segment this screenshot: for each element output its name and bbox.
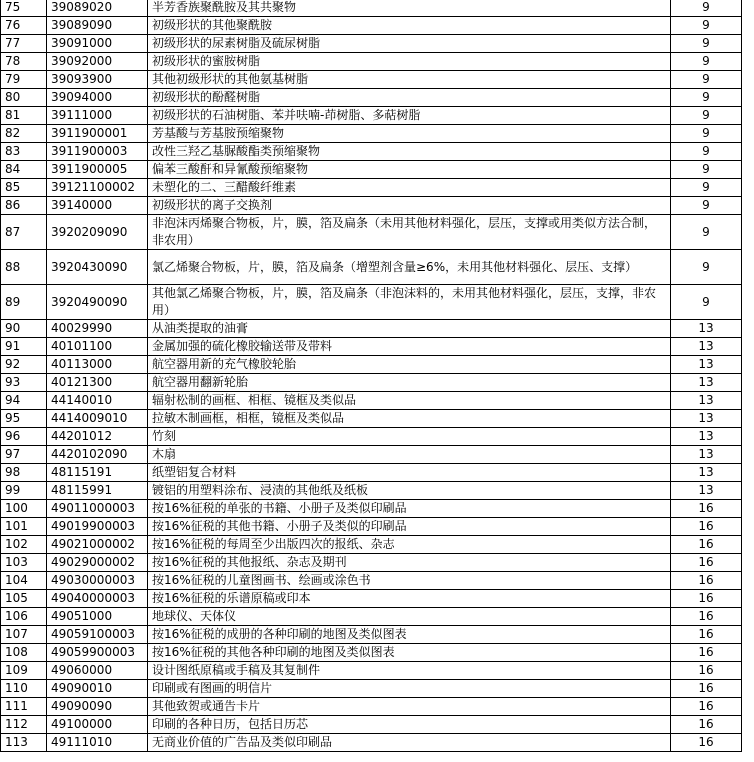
table-row — [1, 500, 742, 518]
row-number-cell: 107 — [1, 626, 47, 644]
code-cell: 3911900003 — [47, 143, 148, 161]
code-cell: 39091000 — [47, 35, 148, 53]
row-number-cell: 79 — [1, 71, 47, 89]
rate-cell: 16 — [671, 572, 742, 590]
code-cell: 49060000 — [47, 662, 148, 680]
name-cell: 未塑化的二、三醋酸纤维素 — [148, 179, 671, 197]
name-cell: 竹刻 — [148, 428, 671, 446]
table-row — [1, 626, 742, 644]
rate-cell: 16 — [671, 500, 742, 518]
row-number-cell: 76 — [1, 17, 47, 35]
rate-cell: 9 — [671, 179, 742, 197]
row-number-cell: 108 — [1, 644, 47, 662]
row-number-cell: 95 — [1, 410, 47, 428]
rate-cell: 16 — [671, 734, 742, 752]
code-cell: 4414009010 — [47, 410, 148, 428]
table-row — [1, 680, 742, 698]
row-number-cell: 82 — [1, 125, 47, 143]
table-row — [1, 482, 742, 500]
code-cell: 49111010 — [47, 734, 148, 752]
name-cell: 按16%征税的单张的书籍、小册子及类似印刷品 — [148, 500, 671, 518]
rate-cell: 16 — [671, 608, 742, 626]
rate-cell: 9 — [671, 17, 742, 35]
code-cell: 49090090 — [47, 698, 148, 716]
code-cell: 49040000003 — [47, 590, 148, 608]
name-cell: 印刷或有图画的明信片 — [148, 680, 671, 698]
table-row — [1, 320, 742, 338]
row-number-cell: 98 — [1, 464, 47, 482]
name-cell: 木扇 — [148, 446, 671, 464]
code-cell: 44201012 — [47, 428, 148, 446]
code-cell: 40121300 — [47, 374, 148, 392]
code-cell: 49030000003 — [47, 572, 148, 590]
name-cell: 初级形状的尿素树脂及硫尿树脂 — [148, 35, 671, 53]
rate-cell: 13 — [671, 320, 742, 338]
code-cell: 48115191 — [47, 464, 148, 482]
table-row — [1, 89, 742, 107]
row-number-cell: 83 — [1, 143, 47, 161]
name-cell: 无商业价值的广告品及类似印刷品 — [148, 734, 671, 752]
row-number-cell: 103 — [1, 554, 47, 572]
rate-cell: 9 — [671, 89, 742, 107]
name-cell: 按16%征税的其他书籍、小册子及类似的印刷品 — [148, 518, 671, 536]
row-number-cell: 93 — [1, 374, 47, 392]
rate-cell: 9 — [671, 0, 742, 17]
row-number-cell: 100 — [1, 500, 47, 518]
table-row — [1, 572, 742, 590]
row-number-cell: 81 — [1, 107, 47, 125]
row-number-cell: 109 — [1, 662, 47, 680]
rate-cell: 13 — [671, 464, 742, 482]
rate-cell: 9 — [671, 107, 742, 125]
rate-cell: 9 — [671, 53, 742, 71]
table-row — [1, 35, 742, 53]
row-number-cell: 96 — [1, 428, 47, 446]
row-number-cell: 113 — [1, 734, 47, 752]
name-cell: 按16%征税的乐谱原稿或印本 — [148, 590, 671, 608]
row-number-cell: 77 — [1, 35, 47, 53]
rate-cell: 13 — [671, 446, 742, 464]
table-row — [1, 71, 742, 89]
rate-cell: 16 — [671, 662, 742, 680]
rate-cell: 13 — [671, 338, 742, 356]
name-cell: 镀铝的用塑料涂布、浸渍的其他纸及纸板 — [148, 482, 671, 500]
table-row — [1, 53, 742, 71]
row-number-cell: 90 — [1, 320, 47, 338]
table-row — [1, 716, 742, 734]
table-row — [1, 250, 742, 285]
code-cell: 39094000 — [47, 89, 148, 107]
name-cell: 初级形状的酚醛树脂 — [148, 89, 671, 107]
row-number-cell: 84 — [1, 161, 47, 179]
name-cell: 航空器用翻新轮胎 — [148, 374, 671, 392]
rate-cell: 16 — [671, 716, 742, 734]
rate-cell: 9 — [671, 197, 742, 215]
table-row — [1, 662, 742, 680]
rate-cell: 9 — [671, 125, 742, 143]
code-cell: 39093900 — [47, 71, 148, 89]
table-row — [1, 285, 742, 320]
code-cell: 44140010 — [47, 392, 148, 410]
code-cell: 49051000 — [47, 608, 148, 626]
row-number-cell: 110 — [1, 680, 47, 698]
code-cell: 39089090 — [47, 17, 148, 35]
name-cell: 初级形状的其他聚酰胺 — [148, 17, 671, 35]
rate-cell: 13 — [671, 374, 742, 392]
row-number-cell: 102 — [1, 536, 47, 554]
code-cell: 49090010 — [47, 680, 148, 698]
table-row — [1, 17, 742, 35]
name-cell: 芳基酸与芳基胺预缩聚物 — [148, 125, 671, 143]
code-cell: 3920490090 — [47, 285, 148, 320]
name-cell: 半芳香族聚酰胺及其共聚物 — [148, 0, 671, 17]
rate-cell: 16 — [671, 680, 742, 698]
rate-cell: 16 — [671, 698, 742, 716]
table-row — [1, 374, 742, 392]
table-row — [1, 0, 742, 17]
table-row — [1, 734, 742, 752]
rate-cell: 16 — [671, 626, 742, 644]
code-cell: 3911900005 — [47, 161, 148, 179]
code-cell: 49059100003 — [47, 626, 148, 644]
table-row — [1, 125, 742, 143]
row-number-cell: 89 — [1, 285, 47, 320]
row-number-cell: 111 — [1, 698, 47, 716]
row-number-cell: 99 — [1, 482, 47, 500]
code-cell: 39089020 — [47, 0, 148, 17]
code-cell: 39092000 — [47, 53, 148, 71]
rate-cell: 9 — [671, 215, 742, 250]
table-row — [1, 215, 742, 250]
table-row — [1, 554, 742, 572]
name-cell: 改性三羟乙基脲酸酯类预缩聚物 — [148, 143, 671, 161]
row-number-cell: 75 — [1, 0, 47, 17]
rate-cell: 16 — [671, 644, 742, 662]
table-row — [1, 608, 742, 626]
name-cell: 初级形状的石油树脂、苯并呋喃-茚树脂、多萜树脂 — [148, 107, 671, 125]
name-cell: 其他初级形状的其他氨基树脂 — [148, 71, 671, 89]
name-cell: 设计图纸原稿或手稿及其复制件 — [148, 662, 671, 680]
rate-cell: 16 — [671, 536, 742, 554]
rate-cell: 16 — [671, 554, 742, 572]
code-cell: 39140000 — [47, 197, 148, 215]
code-cell: 40029990 — [47, 320, 148, 338]
name-cell: 按16%征税的每周至少出版四次的报纸、杂志 — [148, 536, 671, 554]
table-row — [1, 356, 742, 374]
rate-cell: 13 — [671, 410, 742, 428]
table-row — [1, 392, 742, 410]
row-number-cell: 85 — [1, 179, 47, 197]
name-cell: 偏苯三酸酐和异氰酸预缩聚物 — [148, 161, 671, 179]
name-cell: 印刷的各种日历，包括日历芯 — [148, 716, 671, 734]
name-cell: 其他致贺或通告卡片 — [148, 698, 671, 716]
table-row — [1, 410, 742, 428]
rate-cell: 9 — [671, 250, 742, 285]
code-cell: 39121100002 — [47, 179, 148, 197]
row-number-cell: 78 — [1, 53, 47, 71]
table-row — [1, 107, 742, 125]
name-cell: 地球仪、天体仪 — [148, 608, 671, 626]
table-row — [1, 161, 742, 179]
code-cell: 4420102090 — [47, 446, 148, 464]
name-cell: 非泡沫丙烯聚合物板，片，膜，箔及扁条（未用其他材料强化，层压，支撑或用类似方法合制，非农用） — [148, 215, 671, 250]
code-cell: 49021000002 — [47, 536, 148, 554]
code-cell: 48115991 — [47, 482, 148, 500]
name-cell: 氯乙烯聚合物板，片，膜，箔及扁条（增塑剂含量≥6%，未用其他材料强化、层压、支撑） — [148, 250, 671, 285]
rate-cell: 16 — [671, 518, 742, 536]
code-cell: 49059900003 — [47, 644, 148, 662]
rate-cell: 13 — [671, 428, 742, 446]
table-row — [1, 698, 742, 716]
code-cell: 49100000 — [47, 716, 148, 734]
row-number-cell: 101 — [1, 518, 47, 536]
name-cell: 按16%征税的其他报纸、杂志及期刊 — [148, 554, 671, 572]
table-row — [1, 536, 742, 554]
row-number-cell: 105 — [1, 590, 47, 608]
row-number-cell: 92 — [1, 356, 47, 374]
name-cell: 纸塑铝复合材料 — [148, 464, 671, 482]
row-number-cell: 94 — [1, 392, 47, 410]
code-cell: 40113000 — [47, 356, 148, 374]
rate-cell: 9 — [671, 143, 742, 161]
name-cell: 其他氯乙烯聚合物板，片，膜，箔及扁条（非泡沫料的，未用其他材料强化，层压，支撑，非农用） — [148, 285, 671, 320]
name-cell: 拉敏木制画框，相框，镜框及类似品 — [148, 410, 671, 428]
code-cell: 39111000 — [47, 107, 148, 125]
code-cell: 3920209090 — [47, 215, 148, 250]
code-cell: 49029000002 — [47, 554, 148, 572]
rate-cell: 13 — [671, 392, 742, 410]
name-cell: 从油类提取的油膏 — [148, 320, 671, 338]
row-number-cell: 104 — [1, 572, 47, 590]
name-cell: 按16%征税的成册的各种印刷的地图及类似图表 — [148, 626, 671, 644]
table-row — [1, 197, 742, 215]
code-cell: 49011000003 — [47, 500, 148, 518]
name-cell: 按16%征税的儿童图画书、绘画或涂色书 — [148, 572, 671, 590]
code-cell: 3911900001 — [47, 125, 148, 143]
rate-cell: 9 — [671, 35, 742, 53]
rate-cell: 13 — [671, 482, 742, 500]
row-number-cell: 106 — [1, 608, 47, 626]
name-cell: 航空器用新的充气橡胶轮胎 — [148, 356, 671, 374]
table-row — [1, 143, 742, 161]
rate-cell: 9 — [671, 161, 742, 179]
table-row — [1, 446, 742, 464]
table-row — [1, 338, 742, 356]
row-number-cell: 97 — [1, 446, 47, 464]
name-cell: 辐射松制的画框、相框、镜框及类似品 — [148, 392, 671, 410]
rate-cell: 16 — [671, 590, 742, 608]
name-cell: 金属加强的硫化橡胶输送带及带料 — [148, 338, 671, 356]
table-row — [1, 428, 742, 446]
row-number-cell: 87 — [1, 215, 47, 250]
rate-cell: 13 — [671, 356, 742, 374]
row-number-cell: 80 — [1, 89, 47, 107]
code-cell: 49019900003 — [47, 518, 148, 536]
code-cell: 40101100 — [47, 338, 148, 356]
tariff-table-body — [1, 0, 742, 752]
table-row — [1, 518, 742, 536]
row-number-cell: 112 — [1, 716, 47, 734]
row-number-cell: 91 — [1, 338, 47, 356]
row-number-cell: 86 — [1, 197, 47, 215]
name-cell: 按16%征税的其他各种印刷的地图及类似图表 — [148, 644, 671, 662]
rate-cell: 9 — [671, 71, 742, 89]
name-cell: 初级形状的离子交换剂 — [148, 197, 671, 215]
table-row — [1, 644, 742, 662]
table-row — [1, 464, 742, 482]
row-number-cell: 88 — [1, 250, 47, 285]
table-row — [1, 590, 742, 608]
rate-cell: 9 — [671, 285, 742, 320]
code-cell: 3920430090 — [47, 250, 148, 285]
table-row — [1, 179, 742, 197]
name-cell: 初级形状的蜜胺树脂 — [148, 53, 671, 71]
